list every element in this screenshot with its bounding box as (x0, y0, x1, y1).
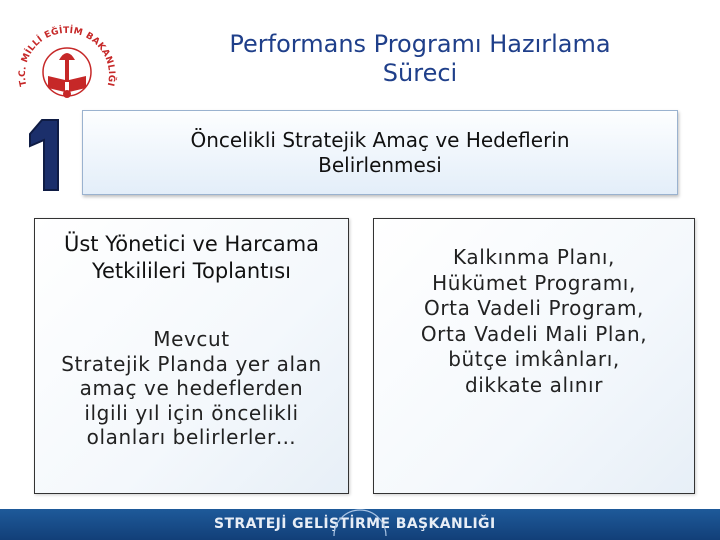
footer-text: STRATEJİ GELİŞTİRME BAŞKANLIĞI (214, 516, 496, 532)
heading-line: Yetkilileri Toplantısı (91, 259, 292, 283)
consideration-line: Hükümet Programı, (432, 270, 636, 295)
page-title (140, 30, 700, 88)
executive-meeting-box (34, 218, 349, 494)
title-line-2: Süreci (382, 59, 458, 87)
step-number-badge (22, 116, 78, 196)
description-line: olanları belirlerler… (86, 425, 297, 449)
description-line: ilgili yıl için öncelikli (84, 400, 299, 425)
description-line: amaç ve hedeflerden (79, 376, 304, 400)
description-line: Stratejik Planda yer alan (61, 351, 322, 376)
executive-meeting-description (35, 327, 348, 450)
priority-goals-box (82, 110, 678, 195)
executive-meeting-heading (35, 231, 348, 285)
considerations-list (374, 245, 694, 398)
heading-line: Üst Yönetici ve Harcama (63, 232, 320, 256)
considerations-box (373, 218, 695, 494)
priority-goals-line-2: Belirlenmesi (318, 152, 442, 177)
consideration-line: Orta Vadeli Program, (423, 296, 645, 320)
footer-arc-decoration (330, 496, 390, 540)
consideration-line: Orta Vadeli Mali Plan, (420, 321, 648, 346)
description-line: Mevcut (153, 327, 230, 351)
logo-text: T.C. MİLLİ EĞİTİM BAKANLIĞI (17, 25, 117, 88)
ministry-logo (8, 6, 126, 110)
title-line-1: Performans Programı Hazırlama (229, 30, 611, 58)
priority-goals-line-1: Öncelikli Stratejik Amaç ve Hedeflerin (190, 127, 570, 152)
consideration-line: bütçe imkânları, (448, 347, 620, 371)
consideration-line: dikkate alınır (464, 372, 604, 397)
consideration-line: Kalkınma Planı, (453, 245, 615, 269)
